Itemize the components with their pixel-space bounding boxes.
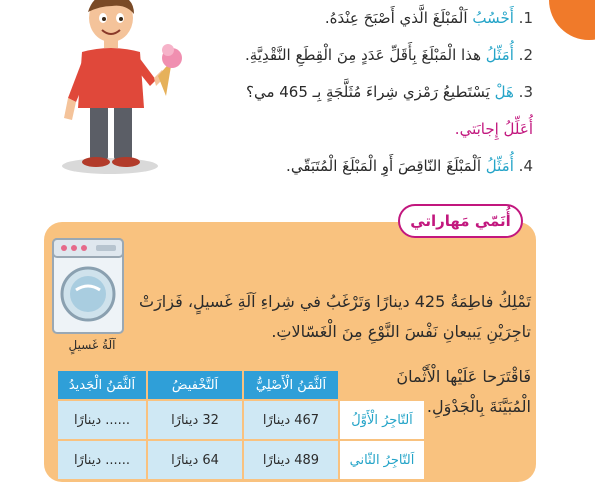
question-text: يَسْتَطيعُ رَمْزي شِراءَ مُثَلَّجَةٍ بِـ 465 مي؟ bbox=[245, 83, 490, 101]
table-row bbox=[58, 401, 424, 439]
table-cell: 489 دينارًا bbox=[244, 441, 338, 479]
table-cell: 467 دينارًا bbox=[244, 401, 338, 439]
table-header-cell: اَلثَّمَنُ الْأَصْلِيُّ bbox=[244, 371, 338, 399]
question-2 bbox=[153, 37, 533, 74]
question-number: 3. bbox=[518, 83, 533, 101]
question-3 bbox=[153, 74, 533, 111]
washing-machine-icon bbox=[52, 238, 124, 334]
table-cell: 64 دينارًا bbox=[148, 441, 242, 479]
table-cell: ...... دينارًا bbox=[58, 401, 146, 439]
question-number: 4. bbox=[518, 157, 533, 175]
question-1 bbox=[153, 0, 533, 37]
question-lead-word: أُمَثِّلُ bbox=[485, 157, 514, 175]
question-lead-word: هَلْ bbox=[494, 83, 514, 101]
corner-decoration bbox=[549, 0, 595, 40]
story-paragraph bbox=[136, 287, 531, 347]
question-number: 2. bbox=[518, 46, 533, 64]
table-cell: اَلتّاجِرُ الثّاني bbox=[340, 441, 424, 479]
question-text: اَلْمَبْلَغَ الَّذي أَصْبَحَ عِنْدَهُ. bbox=[324, 9, 468, 27]
questions-list bbox=[153, 0, 533, 185]
question-lead-word: أُمَثِّلُ bbox=[485, 46, 514, 64]
story-line: تَمْلِكُ فاطِمَةُ 425 دينارًا وَتَرْغَبُ في شِراءِ آلَةِ غَسيلٍ، فَزارَتْ bbox=[139, 292, 531, 311]
question-number: 1. bbox=[518, 9, 533, 27]
table-cell: اَلتّاجِرُ الْأَوَّلُ bbox=[340, 401, 424, 439]
table-header-cell: اَلثَّمَنُ الْجَديدُ bbox=[58, 371, 146, 399]
table-cell: ...... دينارًا bbox=[58, 441, 146, 479]
question-text: هذا الْمَبْلَغَ بِأَقَلِّ عَدَدٍ مِنَ الْقِطَعِ النَّقْدِيَّةِ. bbox=[245, 46, 482, 64]
skills-badge: أُنَمّي مَهاراتي bbox=[398, 204, 523, 238]
table-row bbox=[58, 441, 424, 479]
table-cell: 32 دينارًا bbox=[148, 401, 242, 439]
question-3-followup bbox=[153, 111, 533, 148]
price-table bbox=[56, 369, 426, 481]
question-4 bbox=[153, 148, 533, 185]
table-header-cell: اَلتَّخْفيضُ bbox=[148, 371, 242, 399]
table-header-row bbox=[58, 371, 424, 399]
prompt-line: فَاقْتَرَحا عَلَيْها الْأَثْمانَ bbox=[396, 367, 531, 386]
story-line: تاجِرَيْنِ يَبيعانِ نَفْسَ النَّوْعِ مِنَ الْغَسّالاتِ. bbox=[271, 322, 531, 341]
washer-caption: آلَةُ غَسيلٍ bbox=[68, 338, 116, 352]
table-header-cell bbox=[340, 371, 424, 399]
prompt-line: الْمُبَيَّنَةَ بِالْجَدْوَلِ. bbox=[426, 397, 531, 416]
question-text: أُعَلِّلُ إِجابَتي. bbox=[454, 120, 533, 138]
question-text: اَلْمَبْلَغَ النّاقِصَ أَوِ الْمَبْلَغَ الْمُتَبَقّي. bbox=[286, 157, 482, 175]
question-lead-word: أَحْسُبُ bbox=[472, 9, 514, 27]
